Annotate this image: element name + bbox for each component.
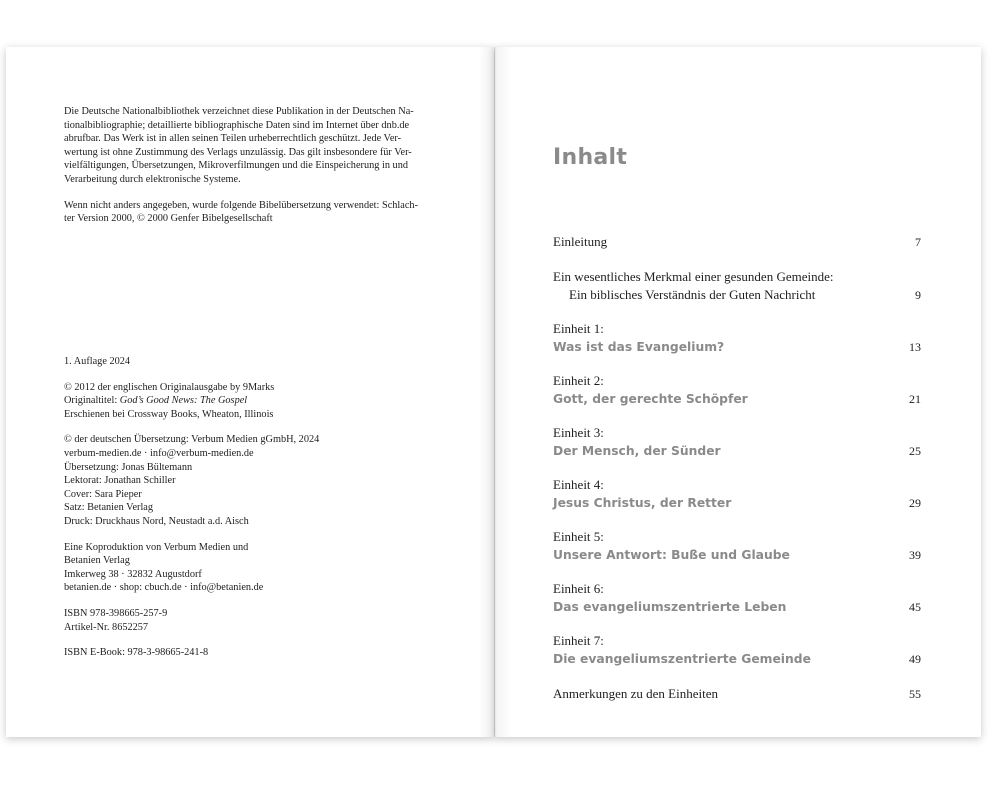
toc-unit-heading: Das evangeliumszentrierte Leben xyxy=(553,600,787,614)
toc-entry-unit-5 xyxy=(553,528,921,564)
original-publisher: Erschienen bei Crossway Books, Wheaton, Illinois xyxy=(64,408,274,420)
toc-title: Inhalt xyxy=(553,145,628,170)
article-number: Artikel-Nr. 8652257 xyxy=(64,621,149,633)
original-title-line xyxy=(64,394,440,408)
edition: 1. Auflage 2024 xyxy=(64,356,131,367)
toc-page-number: 9 xyxy=(915,288,921,302)
toc-page-number: 55 xyxy=(909,687,921,701)
toc-unit-heading: Die evangeliumszentrierte Gemeinde xyxy=(553,652,811,666)
toc-entry-title: Einleitung xyxy=(553,234,608,249)
toc-page-number: 45 xyxy=(909,600,921,614)
cover-designer: Cover: Sara Pieper xyxy=(64,488,142,500)
toc-unit-heading: Unsere Antwort: Buße und Glaube xyxy=(553,548,790,562)
toc-entry-unit-4 xyxy=(553,476,921,512)
typesetting: Satz: Betanien Verlag xyxy=(64,502,154,514)
toc-page-number: 29 xyxy=(909,496,921,510)
isbn: ISBN 978-398665-257-9 xyxy=(64,607,168,619)
legal-line: abrufbar. Das Werk ist in allen seinen Teilen urheberrechtlich geschützt. Jede Ver- xyxy=(64,133,402,145)
original-title-label: Originaltitel: xyxy=(64,395,120,407)
publisher-web: betanien.de · shop: cbuch.de · info@betanien.de xyxy=(64,582,264,594)
toc-entry-title: Anmerkungen zu den Einheiten xyxy=(553,686,718,701)
toc-unit-label: Einheit 5: xyxy=(553,529,604,544)
original-title: God’s Good News: The Gospel xyxy=(119,395,248,407)
toc-entry-unit-1 xyxy=(553,320,921,356)
original-copyright: © 2012 der englischen Originalausgabe by 9Marks xyxy=(64,381,275,393)
toc-page-number: 39 xyxy=(909,548,921,562)
toc-entry-unit-3 xyxy=(553,424,921,460)
editor: Lektorat: Jonathan Schiller xyxy=(64,475,176,487)
toc-entry-unit-6 xyxy=(553,580,921,616)
toc-unit-heading: Jesus Christus, der Retter xyxy=(553,496,732,510)
toc-page-number: 21 xyxy=(909,392,921,406)
toc-entry-title: Ein wesentliches Merkmal einer gesunden Gemeinde: xyxy=(553,269,834,284)
toc-page-number: 13 xyxy=(909,340,921,354)
toc-unit-label: Einheit 6: xyxy=(553,581,604,596)
toc-page-number: 49 xyxy=(909,652,921,666)
toc-page-number: 7 xyxy=(915,235,921,249)
publisher-address: Imkerweg 38 · 32832 Augustdorf xyxy=(64,568,202,580)
legal-line: Die Deutsche Nationalbibliothek verzeichnet diese Publikation in der Deutschen Na- xyxy=(64,106,414,117)
left-page xyxy=(6,47,494,737)
toc-entry-introduction xyxy=(553,233,921,251)
table-of-contents xyxy=(553,233,921,703)
imprint-details xyxy=(64,355,440,660)
toc-unit-label: Einheit 1: xyxy=(553,321,604,336)
toc-page-number: 25 xyxy=(909,444,921,458)
bible-translation-note xyxy=(64,199,440,226)
toc-entry-essential-mark xyxy=(553,268,921,304)
legal-line: vielfältigungen, Übersetzungen, Mikroverfilmungen und die Einspeicherung in und xyxy=(64,160,409,172)
legal-line: wertung ist ohne Zustimmung des Verlags unzulässig. Das gilt insbesondere für Ver- xyxy=(64,146,412,158)
legal-notice xyxy=(64,105,440,226)
legal-line: tionalbibliographie; detaillierte bibliographische Daten sind im Internet über dnb.de xyxy=(64,119,410,131)
toc-unit-heading: Gott, der gerechte Schöpfer xyxy=(553,392,748,406)
toc-entry-unit-7 xyxy=(553,632,921,668)
toc-entry-unit-2 xyxy=(553,372,921,408)
bible-line: Wenn nicht anders angegeben, wurde folgende Bibelübersetzung verwendet: Schlach- xyxy=(64,199,418,211)
bible-line: ter Version 2000, © 2000 Genfer Bibelgesellschaft xyxy=(64,213,273,225)
toc-unit-label: Einheit 4: xyxy=(553,477,604,492)
printer: Druck: Druckhaus Nord, Neustadt a.d. Aisch xyxy=(64,515,249,527)
toc-entry-subtitle: Ein biblisches Verständnis der Guten Nachricht xyxy=(569,287,816,302)
toc-unit-label: Einheit 3: xyxy=(553,425,604,440)
ebook-isbn: ISBN E-Book: 978-3-98665-241-8 xyxy=(64,647,209,659)
publisher-contact: verbum-medien.de · info@verbum-medien.de xyxy=(64,447,254,459)
coproduction-publisher: Betanien Verlag xyxy=(64,555,130,567)
right-page xyxy=(495,47,981,737)
coproduction-line: Eine Koproduktion von Verbum Medien und xyxy=(64,541,249,553)
german-copyright: © der deutschen Übersetzung: Verbum Medien gGmbH, 2024 xyxy=(64,434,320,446)
toc-unit-label: Einheit 7: xyxy=(553,633,604,648)
toc-entry-notes xyxy=(553,685,921,703)
toc-unit-label: Einheit 2: xyxy=(553,373,604,388)
translator: Übersetzung: Jonas Bültemann xyxy=(64,461,193,473)
legal-paragraph xyxy=(64,105,440,187)
toc-unit-heading: Was ist das Evangelium? xyxy=(553,340,725,354)
legal-line: Verarbeitung durch elektronische Systeme. xyxy=(64,173,241,185)
toc-unit-heading: Der Mensch, der Sünder xyxy=(553,444,721,458)
